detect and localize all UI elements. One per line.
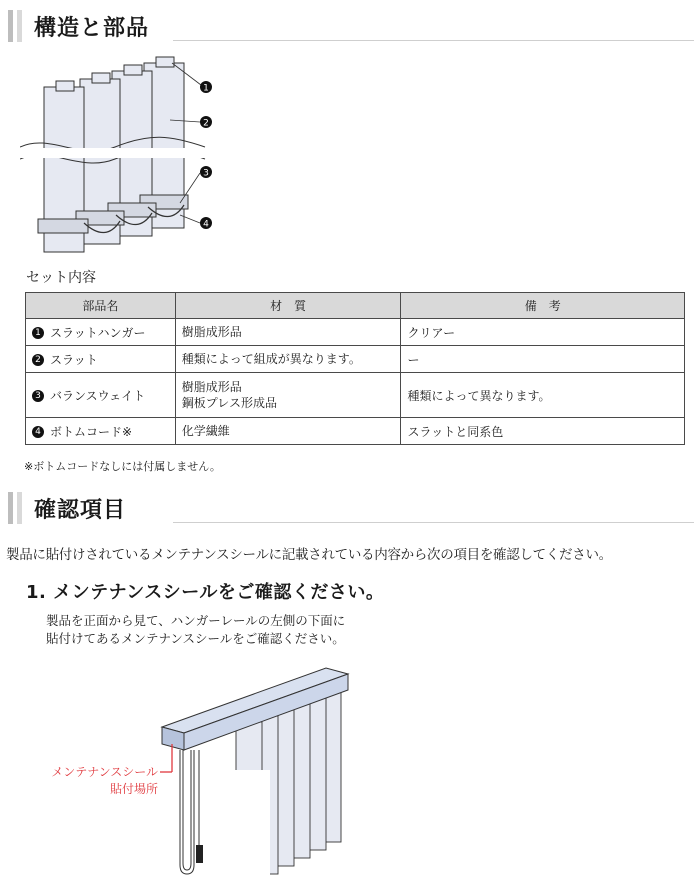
cord-weight <box>196 845 203 863</box>
balance-weight <box>38 219 88 233</box>
table-row <box>26 418 685 445</box>
svg-text:3: 3 <box>203 168 209 179</box>
material-cell: 化学繊維 <box>175 418 401 445</box>
svg-text:2: 2 <box>203 118 209 129</box>
table-row <box>26 373 685 418</box>
slat-hanger <box>92 73 110 83</box>
part-name-cell: 2 スラット <box>26 346 176 373</box>
heading-rule <box>173 522 694 523</box>
column-header: 材 質 <box>175 293 401 319</box>
remark-cell: スラットと同系色 <box>401 418 685 445</box>
column-header: 備 考 <box>401 293 685 319</box>
footnote: ※ボトムコードなしには付属しません。 <box>24 460 221 473</box>
heading-bar <box>17 10 22 42</box>
section-heading-structure <box>8 10 694 40</box>
section-title: 構造と部品 <box>34 16 150 41</box>
section-heading-check <box>8 492 694 522</box>
table-header-row <box>26 293 685 319</box>
remark-cell: クリアー <box>401 319 685 346</box>
part-name-cell: 3 バランスウェイト <box>26 373 176 418</box>
heading-bar <box>8 10 13 42</box>
callout-2 <box>200 116 212 129</box>
headrail-diagram <box>30 660 390 880</box>
svg-text:メンテナンスシール: メンテナンスシール <box>51 765 158 779</box>
material-cell: 樹脂成形品 <box>175 319 401 346</box>
svg-text:貼付場所: 貼付場所 <box>109 782 158 796</box>
callout-4 <box>200 217 212 230</box>
part-name-cell: 1 スラットハンガー <box>26 319 176 346</box>
material-cell: 樹脂成形品 鋼板プレス形成品 <box>175 373 401 418</box>
remark-cell: ー <box>401 346 685 373</box>
section-title: 確認項目 <box>34 498 127 523</box>
table-row <box>26 346 685 373</box>
parts-diagram <box>20 55 250 265</box>
remark-cell: 種類によって異なります。 <box>401 373 685 418</box>
operation-cord <box>180 750 194 874</box>
material-cell: 種類によって組成が異なります。 <box>175 346 401 373</box>
slat-hanger <box>124 65 142 75</box>
column-header: 部品名 <box>26 293 176 319</box>
set-contents-table <box>25 292 685 445</box>
part-name-cell: 4 ボトムコード※ <box>26 418 176 445</box>
step-description: 製品を正面から見て、ハンガーレールの左側の下面に 貼付けてあるメンテナンスシールをご確認ください。 <box>46 613 346 646</box>
slat-hanger <box>56 81 74 91</box>
heading-bar <box>8 492 13 524</box>
set-contents-title: セット内容 <box>26 270 96 286</box>
intro-text: 製品に貼付けされているメンテナンスシールに記載されている内容から次の項目を確認してください。 <box>6 547 612 563</box>
step-title: 1. メンテナンスシールをご確認ください。 <box>26 582 385 603</box>
table-row <box>26 319 685 346</box>
svg-text:1: 1 <box>203 83 209 94</box>
callout-1 <box>200 81 212 94</box>
heading-rule <box>173 40 694 41</box>
svg-text:4: 4 <box>203 219 209 230</box>
maintenance-seal-indicator <box>51 744 172 796</box>
heading-bar <box>17 492 22 524</box>
slat-hanger <box>156 57 174 67</box>
callout-3 <box>200 166 212 179</box>
